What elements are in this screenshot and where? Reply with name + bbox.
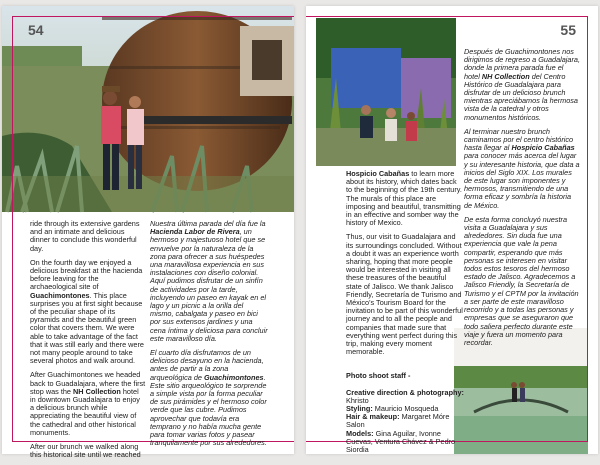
page-number: 55 <box>560 22 576 38</box>
english-column <box>346 170 464 454</box>
magazine-page-right <box>306 6 598 454</box>
credit-models: Models: Gina Aguilar, Ivonne Cuevas, Ventura Chávez & Pedro Siordia <box>346 428 456 455</box>
page-number: 54 <box>28 22 44 38</box>
credit-hair: Hair & makeup: Margaret Móre Salon <box>346 412 450 430</box>
paragraph: ride through its extensive gardens and an intimate and delicious dinner to conclude this wonderful day. <box>30 219 140 253</box>
credit-styling: Styling: Mauricio Mosqueda <box>346 404 439 414</box>
cactus-garden-photo <box>316 18 456 166</box>
paragraph: Thus, our visit to Guadalajara and its surroundings concluded. Without a doubt it was an experience worth sharing, hoping that more people would be interested in visiting all these treasures of the beautiful state of Jalisco. We thank Jalisco Friendly, Secretaría de Turismo and México's Tourism Board for the invitation to be part of this wonderful journey and to all the people and companies that made sure that everything went perfect during this trip, making every moment memorable. <box>346 232 463 357</box>
magazine-page-left <box>2 6 294 460</box>
paragraph: On the fourth day we enjoyed a delicious breakfast at the hacienda before leaving for the archaeological site of Guachimontones. This place surprises you at first sight because of the peculiar shape of its pyramids and the beautiful green color that covers them. We were able to take advantage of the fact that it was still early and there were not many people around to take several photos and walk around. <box>30 257 144 366</box>
photo-credits <box>346 372 464 454</box>
english-column <box>30 220 146 465</box>
credit-creative: Creative direction & photography: Khristo <box>346 387 464 405</box>
paragraph: El cuarto día disfrutamos de un delicioso desayuno en la hacienda, antes de partir a la zona arqueológica de Guachimontones. Este sitio arqueológico te sorprende a simple vista por la forma peculiar de sus pirámides y el hermoso color verde que las cubre. Pudimos aprovechar que todavía era temprano y no había mucha gente para tomar varias fotos y pasear tranquilamente por sus alrededores. <box>150 348 267 448</box>
spanish-column <box>150 220 268 453</box>
paragraph: Después de Guachimontones nos dirigimos de regreso a Guadalajara, donde la primera parada fue el hotel NH Collection del Centro Histórico de Guadalajara para disfrutar de un delicioso brunch mientras apreciábamos la hermosa vista de la catedral y otros monumentos históricos. <box>464 47 581 122</box>
spanish-column <box>464 48 580 353</box>
paragraph: After Guachimontones we headed back to Guadalajara, where the first stop was the NH Collection hotel in downtown Guadalajara to enjoy a delicious brunch while appreciating the beautiful view of the cathedral and other historical monuments. <box>30 370 146 437</box>
paragraph: Nuestra última parada del día fue la Hacienda Labor de Rivera, un hermoso y majestuoso hotel que se envuelve por la naturaleza de la zona para ofrecer a sus huéspedes una maravillosa experiencia en sus instalaciones con diseño colonial. Aquí pudimos disfrutar de un sinfín de actividades por la tarde, incluyendo un paseo en kayak en el lago y un picnic a la orilla del mismo, cabalgata y paseo en bici por sus extensos jardines y una cena íntima y deliciosa para concluir este maravilloso día. <box>150 219 268 343</box>
credits-heading: Photo shoot staff - <box>346 371 411 381</box>
barrel-couple-photo <box>2 6 294 212</box>
paragraph: After our brunch we walked along this historical site until we reached <box>30 442 141 460</box>
paragraph: De esta forma concluyó nuestra visita a Guadalajara y sus alrededores. Sin duda fue una experiencia que vale la pena compartir, esperando que más personas se interesen en visitar todos estos tesoros del hermoso estado de Jalisco. Agradecemos a Jalisco Friendly, la Secretaría de Turismo y el CPTM por la invitación a ser parte de este maravilloso recorrido y a todas las personas y empresas que se aseguraron que todo saliera perfecto durante este viaje y fuera un momento para recordar. <box>464 214 579 347</box>
paragraph: Al terminar nuestro brunch caminamos por el centro histórico hasta llegar al Hospicio Cabañas para conocer más acerca del lugar y su interesante historia, que data a inicios del Siglo XIX. Los murales de este lugar son imponentes y hermosos, transmitiendo de una forma eficaz y sombría la historia de México. <box>464 126 580 210</box>
paragraph: Hospicio Cabañas to learn more about its history, which dates back to the beginning of the 19th century. The murals of this place are imposing and beautiful, transmitting in an effective and somber way the history of Mexico. <box>346 169 462 228</box>
